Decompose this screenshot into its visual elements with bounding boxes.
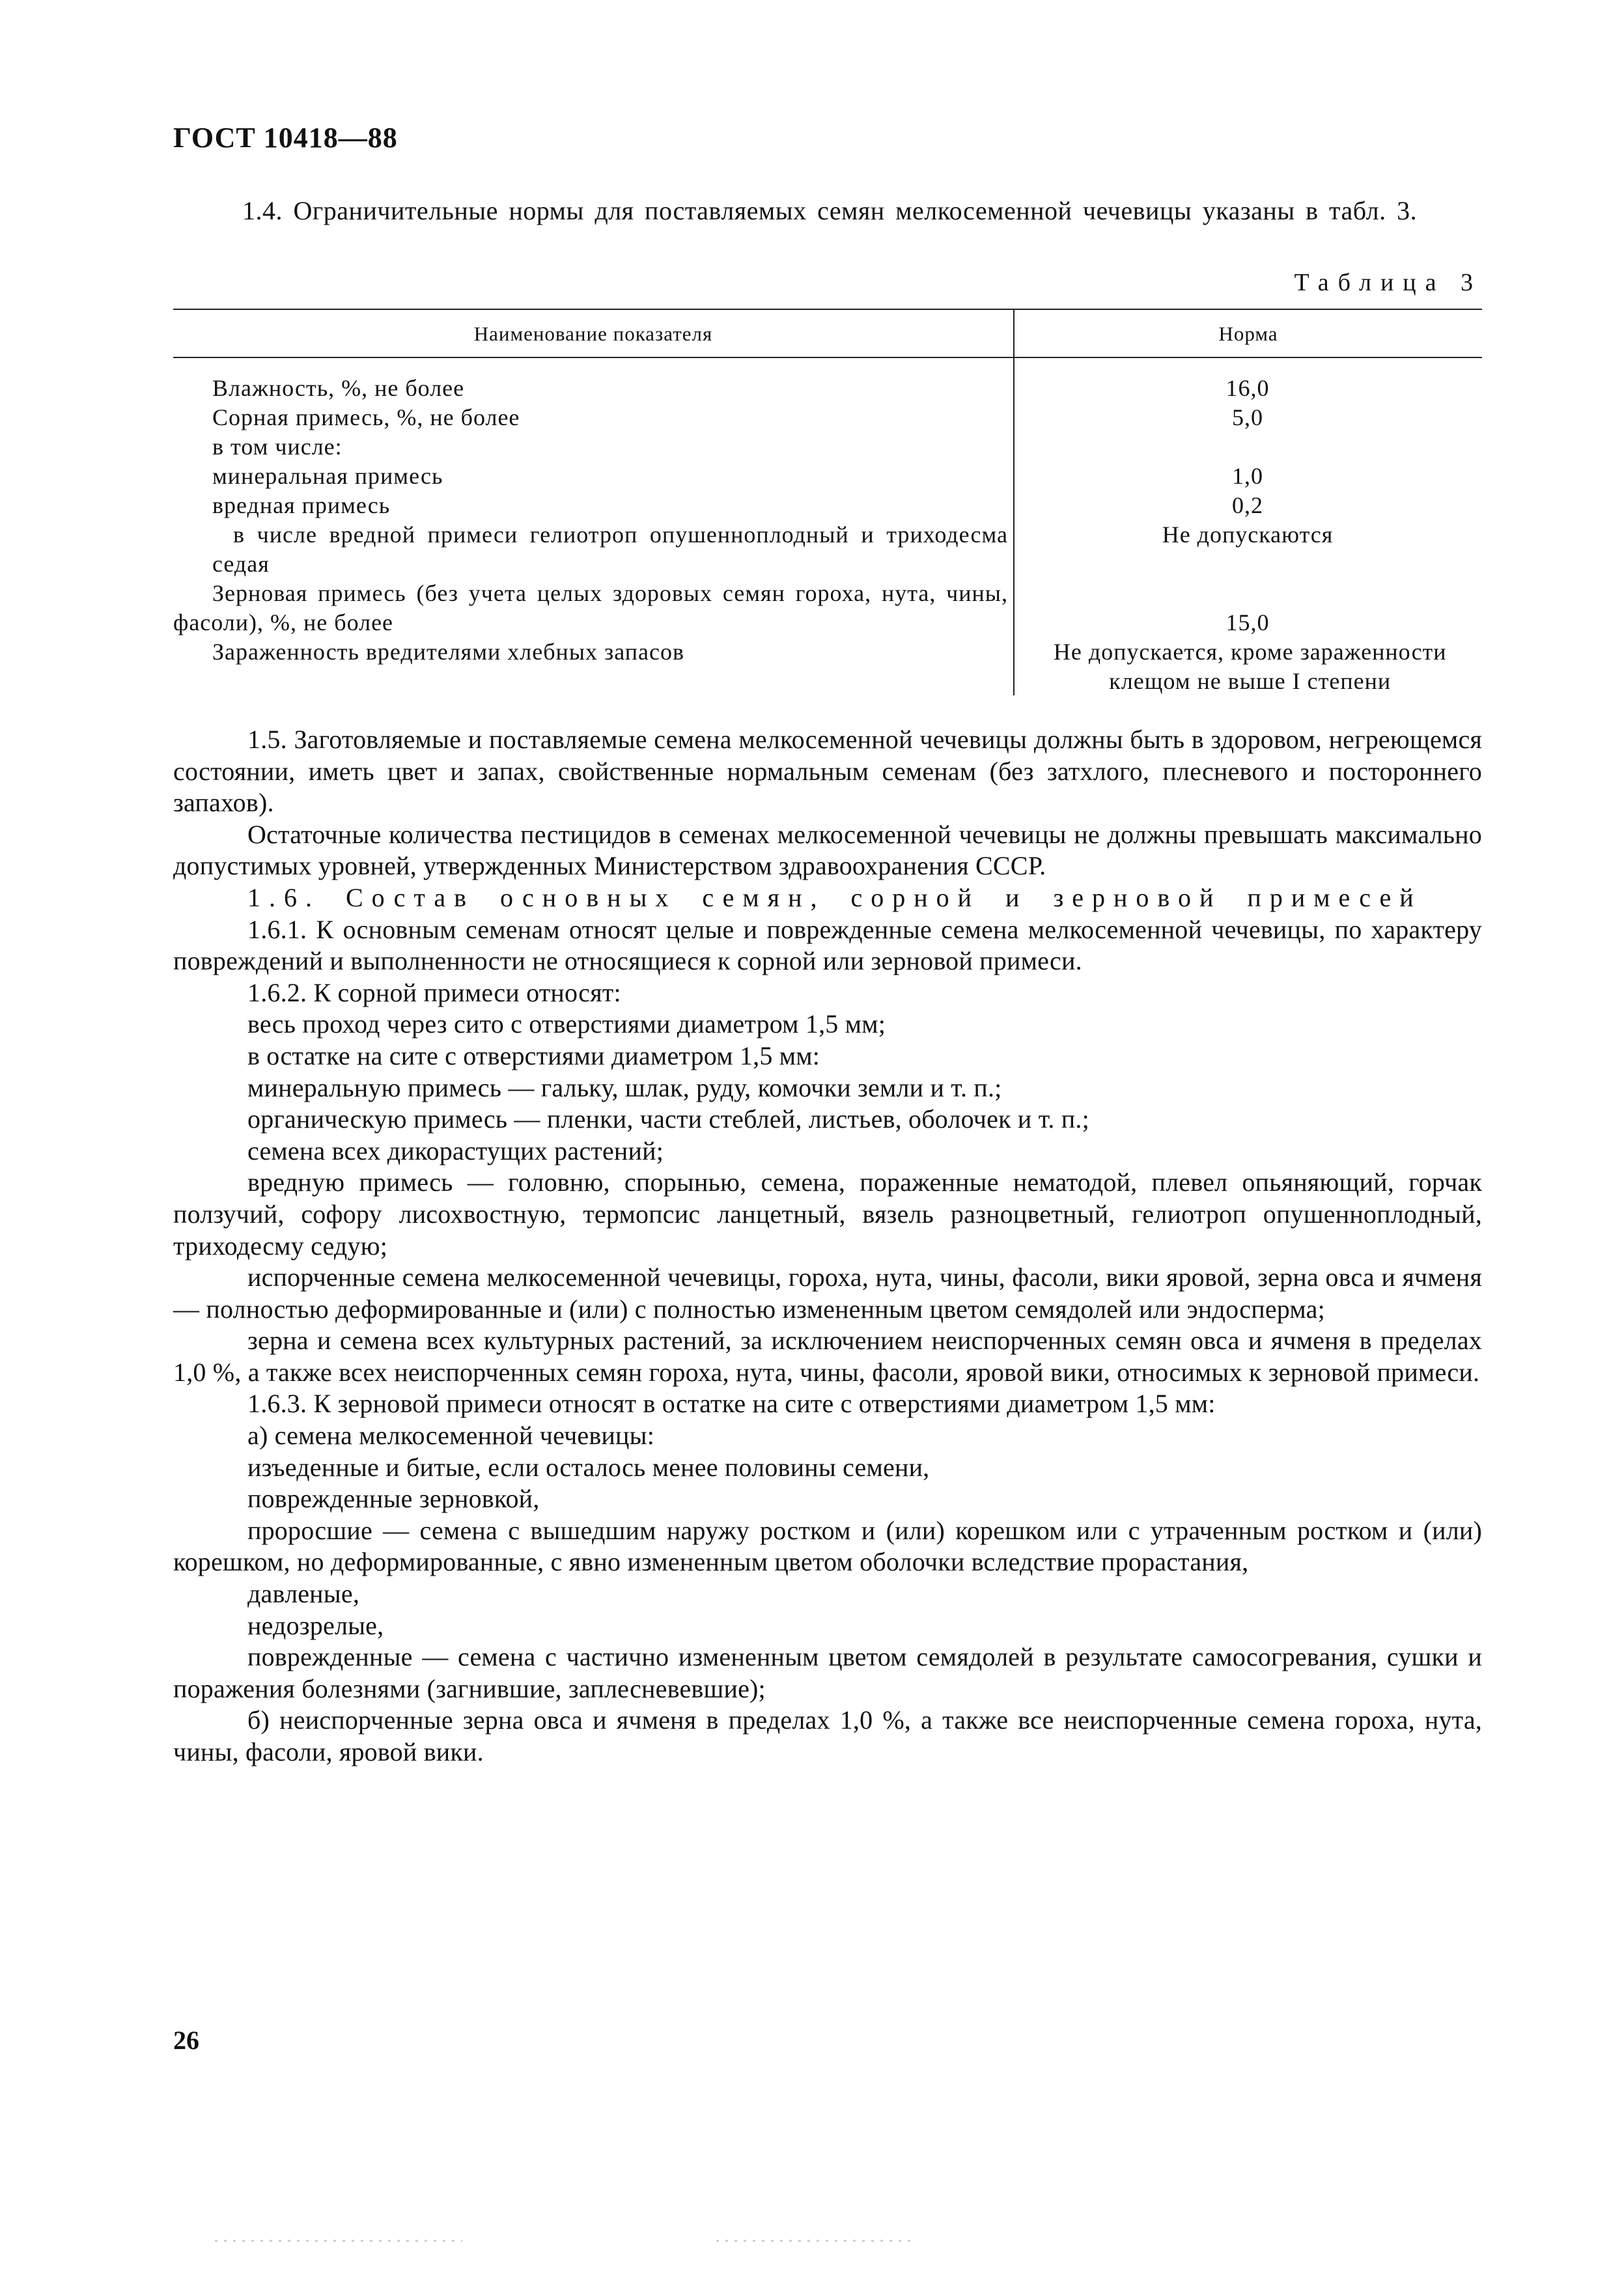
table-header-rule	[173, 357, 1482, 358]
list-item: зерна и семена всех культурных растений, за исключением неиспорченных семян овса и ячменя в пределах 1,0 %, а также всех неиспорченных семян гороха, нута, чины, фасоли, яровой вики, относимых к зерновой примеси.	[173, 1326, 1482, 1387]
paragraph: 1.6.1. К основным семенам относят целые и поврежденные семена мелкосеменной чечевицы, по характеру повреждений и выполненности не относящиеся к сорной или зерновой примеси.	[173, 914, 1482, 976]
intro-paragraph: 1.4. Ограничительные нормы для поставляемых семян мелкосеменной чечевицы указаны в табл. 3.	[242, 196, 1418, 225]
table-header-name: Наименование показателя	[473, 322, 713, 345]
list-item: семена всех дикорастущих растений;	[247, 1136, 664, 1165]
table-body	[173, 374, 1482, 696]
list-item: поврежденные — семена с частично измененным цветом семядолей в результате самосогревания, сушки и поражения болезнями (загнившие, заплесневевшие);	[173, 1642, 1482, 1703]
row-value: 16,0	[1225, 375, 1270, 401]
list-item: органическую примесь — пленки, части стеблей, листьев, оболочек и т. п.;	[247, 1104, 1089, 1134]
row-value: Не допускаются	[1162, 522, 1334, 548]
row-name: Влажность, %, не более	[212, 375, 465, 401]
list-item: минеральную примесь — гальку, шлак, руду, комочки земли и т. п.;	[247, 1072, 1002, 1102]
row-name: вредная примесь	[212, 492, 391, 518]
list-item: проросшие — семена с вышедшим наружу ростком и (или) корешком или с утраченным ростком и (или) корешком, но деформированные, с явно измененным цветом оболочки вследствие прорастания,	[173, 1515, 1482, 1577]
row-value: 15,0	[1225, 609, 1270, 635]
list-item: недозрелые,	[247, 1610, 384, 1640]
table-row	[173, 637, 1482, 696]
list-item: испорченные семена мелкосеменной чечевицы, гороха, нута, чины, фасоли, вики яровой, зерна овса и ячменя — полностью деформированные и (или) с полностью измененным цветом семядолей или эндосперма;	[173, 1263, 1482, 1324]
table-row	[173, 432, 1482, 462]
list-item: в остатке на сите с отверстиями диаметром 1,5 мм:	[247, 1040, 820, 1070]
table-row	[173, 491, 1482, 520]
list-item: весь проход через сито с отверстиями диаметром 1,5 мм;	[247, 1009, 886, 1039]
paragraph: Остаточные количества пестицидов в семенах мелкосеменной чечевицы не должны превышать максимально допустимых уровней, утвержденных Министерством здравоохранения СССР.	[173, 819, 1482, 881]
list-item: поврежденные зерновкой,	[247, 1484, 540, 1514]
section-heading: 1.6. Состав основных семян, сорной и зерновой примесей	[247, 882, 1422, 912]
row-name: в числе вредной примеси гелиотроп опушенноплодный и триходесма седая	[212, 522, 1008, 577]
table-row	[173, 374, 1482, 403]
table-row	[173, 403, 1482, 432]
page-number: 26	[173, 2026, 199, 2055]
row-value	[1013, 432, 1482, 462]
paragraph: 1.6.3. К зерновой примеси относят в остатке на сите с отверстиями диаметром 1,5 мм:	[247, 1389, 1216, 1419]
row-name: минеральная примесь	[212, 463, 443, 489]
table-header-norm: Норма	[1218, 322, 1278, 345]
table-row	[173, 520, 1482, 579]
table-caption: Таблица 3	[1294, 269, 1482, 296]
list-item: а) семена мелкосеменной чечевицы:	[247, 1421, 655, 1451]
document-code: ГОСТ 10418—88	[173, 122, 398, 154]
row-name: Зараженность вредителями хлебных запасов	[212, 639, 684, 665]
list-item: изъеденные и битые, если осталось менее половины семени,	[247, 1452, 930, 1482]
list-item: давленые,	[247, 1579, 360, 1609]
row-value: Не допускается, кроме зараженности клещом не выше I степени	[1053, 639, 1447, 694]
scan-artifact-left	[215, 2240, 462, 2242]
row-name: Сорная примесь, %, не более	[212, 404, 520, 430]
body-text	[173, 724, 1482, 1768]
row-value: 1,0	[1232, 463, 1263, 489]
table-row	[173, 579, 1482, 637]
row-value: 0,2	[1232, 492, 1263, 518]
row-value: 5,0	[1232, 404, 1263, 430]
row-name: Зерновая примесь (без учета целых здоровых семян гороха, нута, чины, фасоли), %, не более	[173, 580, 1008, 635]
row-name: в том числе:	[212, 434, 343, 460]
paragraph: 1.5. Заготовляемые и поставляемые семена мелкосеменной чечевицы должны быть в здоровом, негреющемся состоянии, иметь цвет и запах, свойственные нормальным семенам (без затхлого, плесневого и постороннего запахов).	[173, 725, 1482, 818]
scan-artifact-right	[716, 2240, 912, 2242]
list-item: вредную примесь — головню, спорынью, семена, пораженные нематодой, плевел опьяняющий, горчак ползучий, софору лисохвостную, термопсис ланцетный, вязель разноцветный, гелиотроп опушенноплодный, триходесму седую;	[173, 1167, 1482, 1261]
table-top-rule	[173, 309, 1482, 310]
list-item: б) неиспорченные зерна овса и ячменя в пределах 1,0 %, а также все неиспорченные семена гороха, нута, чины, фасоли, яровой вики.	[173, 1705, 1482, 1766]
table-row	[173, 462, 1482, 491]
paragraph: 1.6.2. К сорной примеси относят:	[247, 977, 621, 1007]
